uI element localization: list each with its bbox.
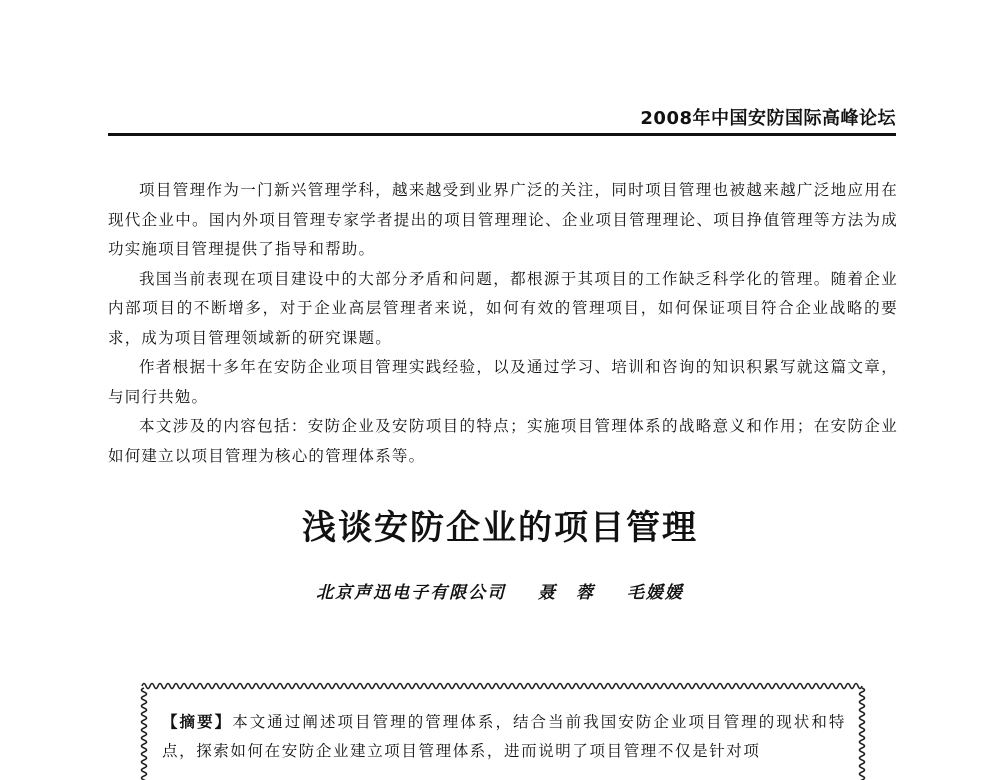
intro-paragraph: 项目管理作为一门新兴管理学科，越来越受到业界广泛的关注，同时项目管理也被越来越广泛地应用在现代企业中。国内外项目管理专家学者提出的项目管理理论、企业项目管理理论、项目挣值管理等方法为成功实施项目管理提供了指导和帮助。 [108,181,898,258]
intro-paragraph: 我国当前表现在项目建设中的大部分矛盾和问题，都根源于其项目的工作缺乏科学化的管理。随着企业内部项目的不断增多，对于企业高层管理者来说，如何有效的管理项目，如何保证项目符合企业战略的要求，成为项目管理领域新的研究课题。 [108,269,898,347]
intro-section [108,176,898,471]
abstract-body: 本文通过阐述项目管理的管理体系，结合当前我国安防企业项目管理的现状和特点，探索如何在安防企业建立项目管理体系，进而说明了项目管理不仅是针对项 [162,713,846,760]
intro-paragraph: 本文涉及的内容包括：安防企业及安防项目的特点；实施项目管理体系的战略意义和作用；在安防企业如何建立以项目管理为核心的管理体系等。 [108,417,898,465]
header-divider [108,133,896,136]
article-title: 浅谈安防企业的项目管理 [302,508,698,548]
abstract-label: 【摘要】 [162,713,233,731]
intro-paragraph: 作者根据十多年在安防企业项目管理实践经验，以及通过学习、培训和咨询的知识积累写就这篇文章，与同行共勉。 [108,358,898,406]
author-name: 聂 蓉 [538,583,595,603]
conference-title: 2008年中国安防国际高峰论坛 [640,108,896,129]
abstract-text-block [162,708,846,766]
abstract-box [138,680,868,780]
author-name: 毛媛媛 [626,583,684,603]
author-line [0,578,1000,603]
author-organization: 北京声迅电子有限公司 [316,583,507,603]
